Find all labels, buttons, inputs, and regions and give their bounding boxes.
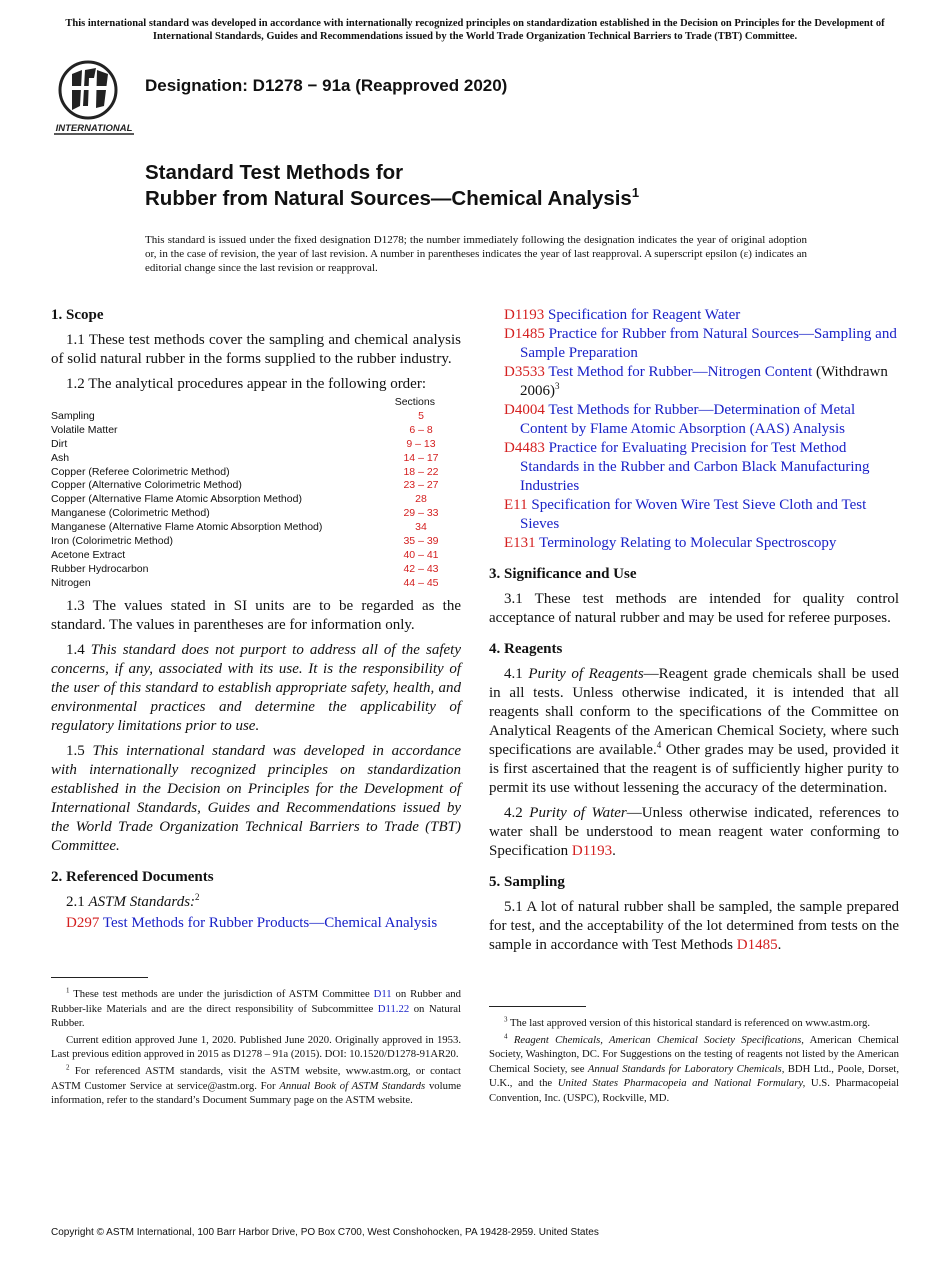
ref-title-link[interactable]: Test Method for Rubber—Nitrogen Content [548,364,813,380]
astm-logo [52,56,136,136]
reagents-4-2: 4.2 Purity of Water—Unless otherwise indicated, references to water shall be understood to mean reagent water conforming to Specification D1193. [489,805,899,859]
astm-logo-wordmark: INTERNATIONAL [55,123,133,134]
ref-item [489,401,899,439]
toc-row: Nitrogen 44 – 45 [51,577,461,591]
toc-row: Copper (Alternative Colorimetric Method) 23 – 27 [51,479,461,493]
spec-link[interactable]: D1193 [571,843,613,859]
footnote-3: $^3$ The last approved version of this historical standard is referenced on www.astm.org. [504,1015,870,1029]
sampling-5-1: 5.1 A lot of natural rubber shall be sampled, the sample prepared for test, and the acceptability of the lot determined from tests on the sample in accordance with Test Methods D1485. [489,899,899,953]
left-column [51,306,461,933]
ref-title-link[interactable]: Practice for Rubber from Natural Sources—Sampling and Sample Preparation [520,326,897,361]
sections-table [51,396,461,591]
sections-header: Sections [394,396,435,408]
ref-item: D3533 Test Method for Rubber—Nitrogen Content (Withdrawn 2006)$^3$ [504,364,888,399]
tbt-banner: This international standard was developed in accordance with internationally recognized principles on standardization established in the Decision on Principles for the Development of International Standards, Guides and Recommendations issued by the World Trade Organization Technical Barriers to Trade (TBT) Committee. [65,18,885,42]
issuance-note: This standard is issued under the fixed designation D1278; the number immediately following the designation indicates the year of original adoption or, in the case of revision, the year of last revision. A number in parentheses indicates the year of last reapproval. A superscript epsilon (ε) indicates an editorial change since the last revision or reapproval. [145,234,807,275]
reagents-heading: 4. Reagents [489,641,563,657]
section-link[interactable]: 14 – 17 [403,451,439,464]
footnote-ref[interactable]: 2 [195,891,200,902]
title-line-2: Rubber from Natural Sources—Chemical Analysis$^1$ [145,185,640,210]
toc-row: Rubber Hydrocarbon 42 – 43 [51,563,461,577]
significance-3-1: 3.1 These test methods are intended for quality control acceptance of natural rubber and may be used for referee purposes. [489,591,899,626]
ref-item [489,439,899,496]
footnote-1-edition: Current edition approved June 1, 2020. Published June 2020. Originally approved in 1953. Last previous edition approved in 2015 as D1278 – 91a (2015). DOI: 10.1520/D1278-91AR20. [51,1033,461,1061]
ref-code-link[interactable]: E11 [504,497,528,513]
refdocs-2-1: 2.1 ASTM Standards:$^2$ [66,891,200,910]
footnote-rule-left [51,977,148,978]
footnote-1: $^1$ These test methods are under the jurisdiction of ASTM Committee D11 on Rubber and Rubber-like Materials and are the direct responsibility of Subcommittee D11.22 on Natural Rubber. [51,986,461,1030]
right-column [489,306,899,961]
sampling-heading: 5. Sampling [489,874,565,890]
footnote-2: $^2$ For referenced ASTM standards, visit the ASTM website, www.astm.org, or contact ASTM Customer Service at service@astm.org. For Annual Book of ASTM Standards volume information, refer to the standard’s Document Summary page on the ASTM website. [51,1063,461,1107]
toc-row: Ash 14 – 17 [51,452,461,466]
toc-row: Iron (Colorimetric Method) 35 – 39 [51,535,461,549]
ref-title-link[interactable]: Specification for Woven Wire Test Sieve Cloth and Test Sieves [520,497,867,532]
scope-1-2: 1.2 The analytical procedures appear in the following order: [66,376,427,392]
section-link[interactable]: 28 [415,493,427,506]
scope-heading: 1. Scope [51,307,104,323]
scope-1-5: 1.5 This international standard was developed in accordance with internationally recognized principles on standardization established in the Decision on Principles for the Development of International Standards, Guides and Recommendations issued by the World Trade Organization Technical Barriers to Trade (TBT) Committee. [51,742,462,854]
toc-row: Dirt 9 – 13 [51,438,461,452]
subcommittee-link[interactable]: D11.22 [377,1002,410,1015]
copyright: Copyright © ASTM International, 100 Barr Harbor Drive, PO Box C700, West Conshohocken, PA 19428-2959. United States [51,1227,599,1238]
toc-row: Acetone Extract 40 – 41 [51,549,461,563]
ref-code-link[interactable]: D297 [66,914,100,931]
title-line-1: Standard Test Methods for [145,161,404,184]
toc-row: Manganese (Colorimetric Method) 29 – 33 [51,507,461,521]
footnote-ref[interactable]: 4 [656,740,662,750]
footnote-4: $^4$ Reagent Chemicals, American Chemical Society Specifications, American Chemical Society, Washington, DC. For Suggestions on the testing of reagents not listed by the American Chemical Society, see Annual Standards for Laboratory Chemicals, BDH Ltd., Poole, Dorset, U.K., and the United States Pharmacopeia and National Formulary, U.S. Pharmacopeial Convention, Inc. (USPC), Rockville, MD. [489,1032,900,1104]
ref-code-link[interactable]: D1193 [504,307,545,323]
section-link[interactable]: 23 – 27 [403,479,439,492]
committee-link[interactable]: D11 [373,988,392,1000]
section-link[interactable]: 40 – 41 [403,548,439,561]
ref-title-link[interactable]: Test Methods for Rubber Products—Chemical Analysis [102,914,438,931]
section-link[interactable]: 35 – 39 [403,535,439,548]
ref-item [489,534,899,553]
section-link[interactable]: 18 – 22 [403,465,439,478]
toc-row: Manganese (Alternative Flame Atomic Absorption Method) 34 [51,521,461,535]
ref-item [489,325,899,363]
section-link[interactable]: 42 – 43 [403,562,439,575]
scope-1-4: 1.4 This standard does not purport to address all of the safety concerns, if any, associated with its use. It is the responsibility of the user of this standard to establish appropriate safety, health, and environmental practices and determine the applicability of regulatory limitations prior to use. [51,641,461,734]
ref-title-link[interactable]: Test Methods for Rubber—Determination of Metal Content by Flame Atomic Absorption (AAS) Analysis [520,402,856,437]
ref-title-link[interactable]: Specification for Reagent Water [548,307,741,323]
significance-heading: 3. Significance and Use [489,566,637,582]
toc-row: Sampling 5 [51,410,461,424]
scope-1-3: 1.3 The values stated in SI units are to be regarded as the standard. The values in parentheses are for information only. [51,597,461,633]
ref-item [51,914,461,933]
refdocs-heading: 2. Referenced Documents [51,868,214,885]
scope-1-1: 1.1 These test methods cover the sampling and chemical analysis of solid natural rubber in the forms supplied to the rubber industry. [51,332,461,367]
ref-code-link[interactable]: E131 [504,535,536,551]
designation: Designation: D1278 − 91a (Reapproved 2020) [145,76,508,95]
section-link[interactable]: 6 – 8 [409,423,433,436]
section-link[interactable]: 44 – 45 [403,576,439,589]
toc-row: Copper (Alternative Flame Atomic Absorption Method) 28 [51,493,461,507]
ref-code-link[interactable]: D4004 [504,402,545,418]
ref-item [489,306,899,325]
section-link[interactable]: 34 [415,521,427,534]
section-link[interactable]: 9 – 13 [406,437,436,450]
section-link[interactable]: 29 – 33 [403,507,439,520]
ref-code-link[interactable]: D4483 [504,440,545,456]
ref-title-link[interactable]: Practice for Evaluating Precision for Test Method Standards in the Rubber and Carbon Black Manufacturing Industries [520,440,870,494]
ref-item [489,496,899,534]
test-method-link[interactable]: D1485 [736,937,778,953]
toc-row: Copper (Referee Colorimetric Method) 18 – 22 [51,466,461,480]
toc-row: Volatile Matter 6 – 8 [51,424,461,438]
footnote-ref[interactable]: 3 [555,381,560,391]
reagents-4-1: 4.1 Purity of Reagents—Reagent grade chemicals shall be used in all tests. Unless otherwise indicated, it is intended that all reagents shall conform to the specifications of the Committee on Analytical Reagents of the American Chemical Society, where such specifications are available.$^4$ Other grades may be used, provided it is first ascertained that the reagent is of sufficiently higher purity to permit its use without lessening the accuracy of the determination. [489,666,899,796]
section-link[interactable]: 5 [418,409,424,422]
ref-code-link[interactable]: D1485 [504,326,545,342]
page-title [145,160,639,212]
footnotes-right [489,1016,899,1108]
ref-title-link[interactable]: Terminology Relating to Molecular Spectroscopy [539,535,837,551]
ref-code-link[interactable]: D3533 [504,364,545,380]
footnote-rule-right [489,1006,586,1007]
title-footnote-ref[interactable]: 1 [631,185,640,201]
footnotes-left [51,987,461,1110]
